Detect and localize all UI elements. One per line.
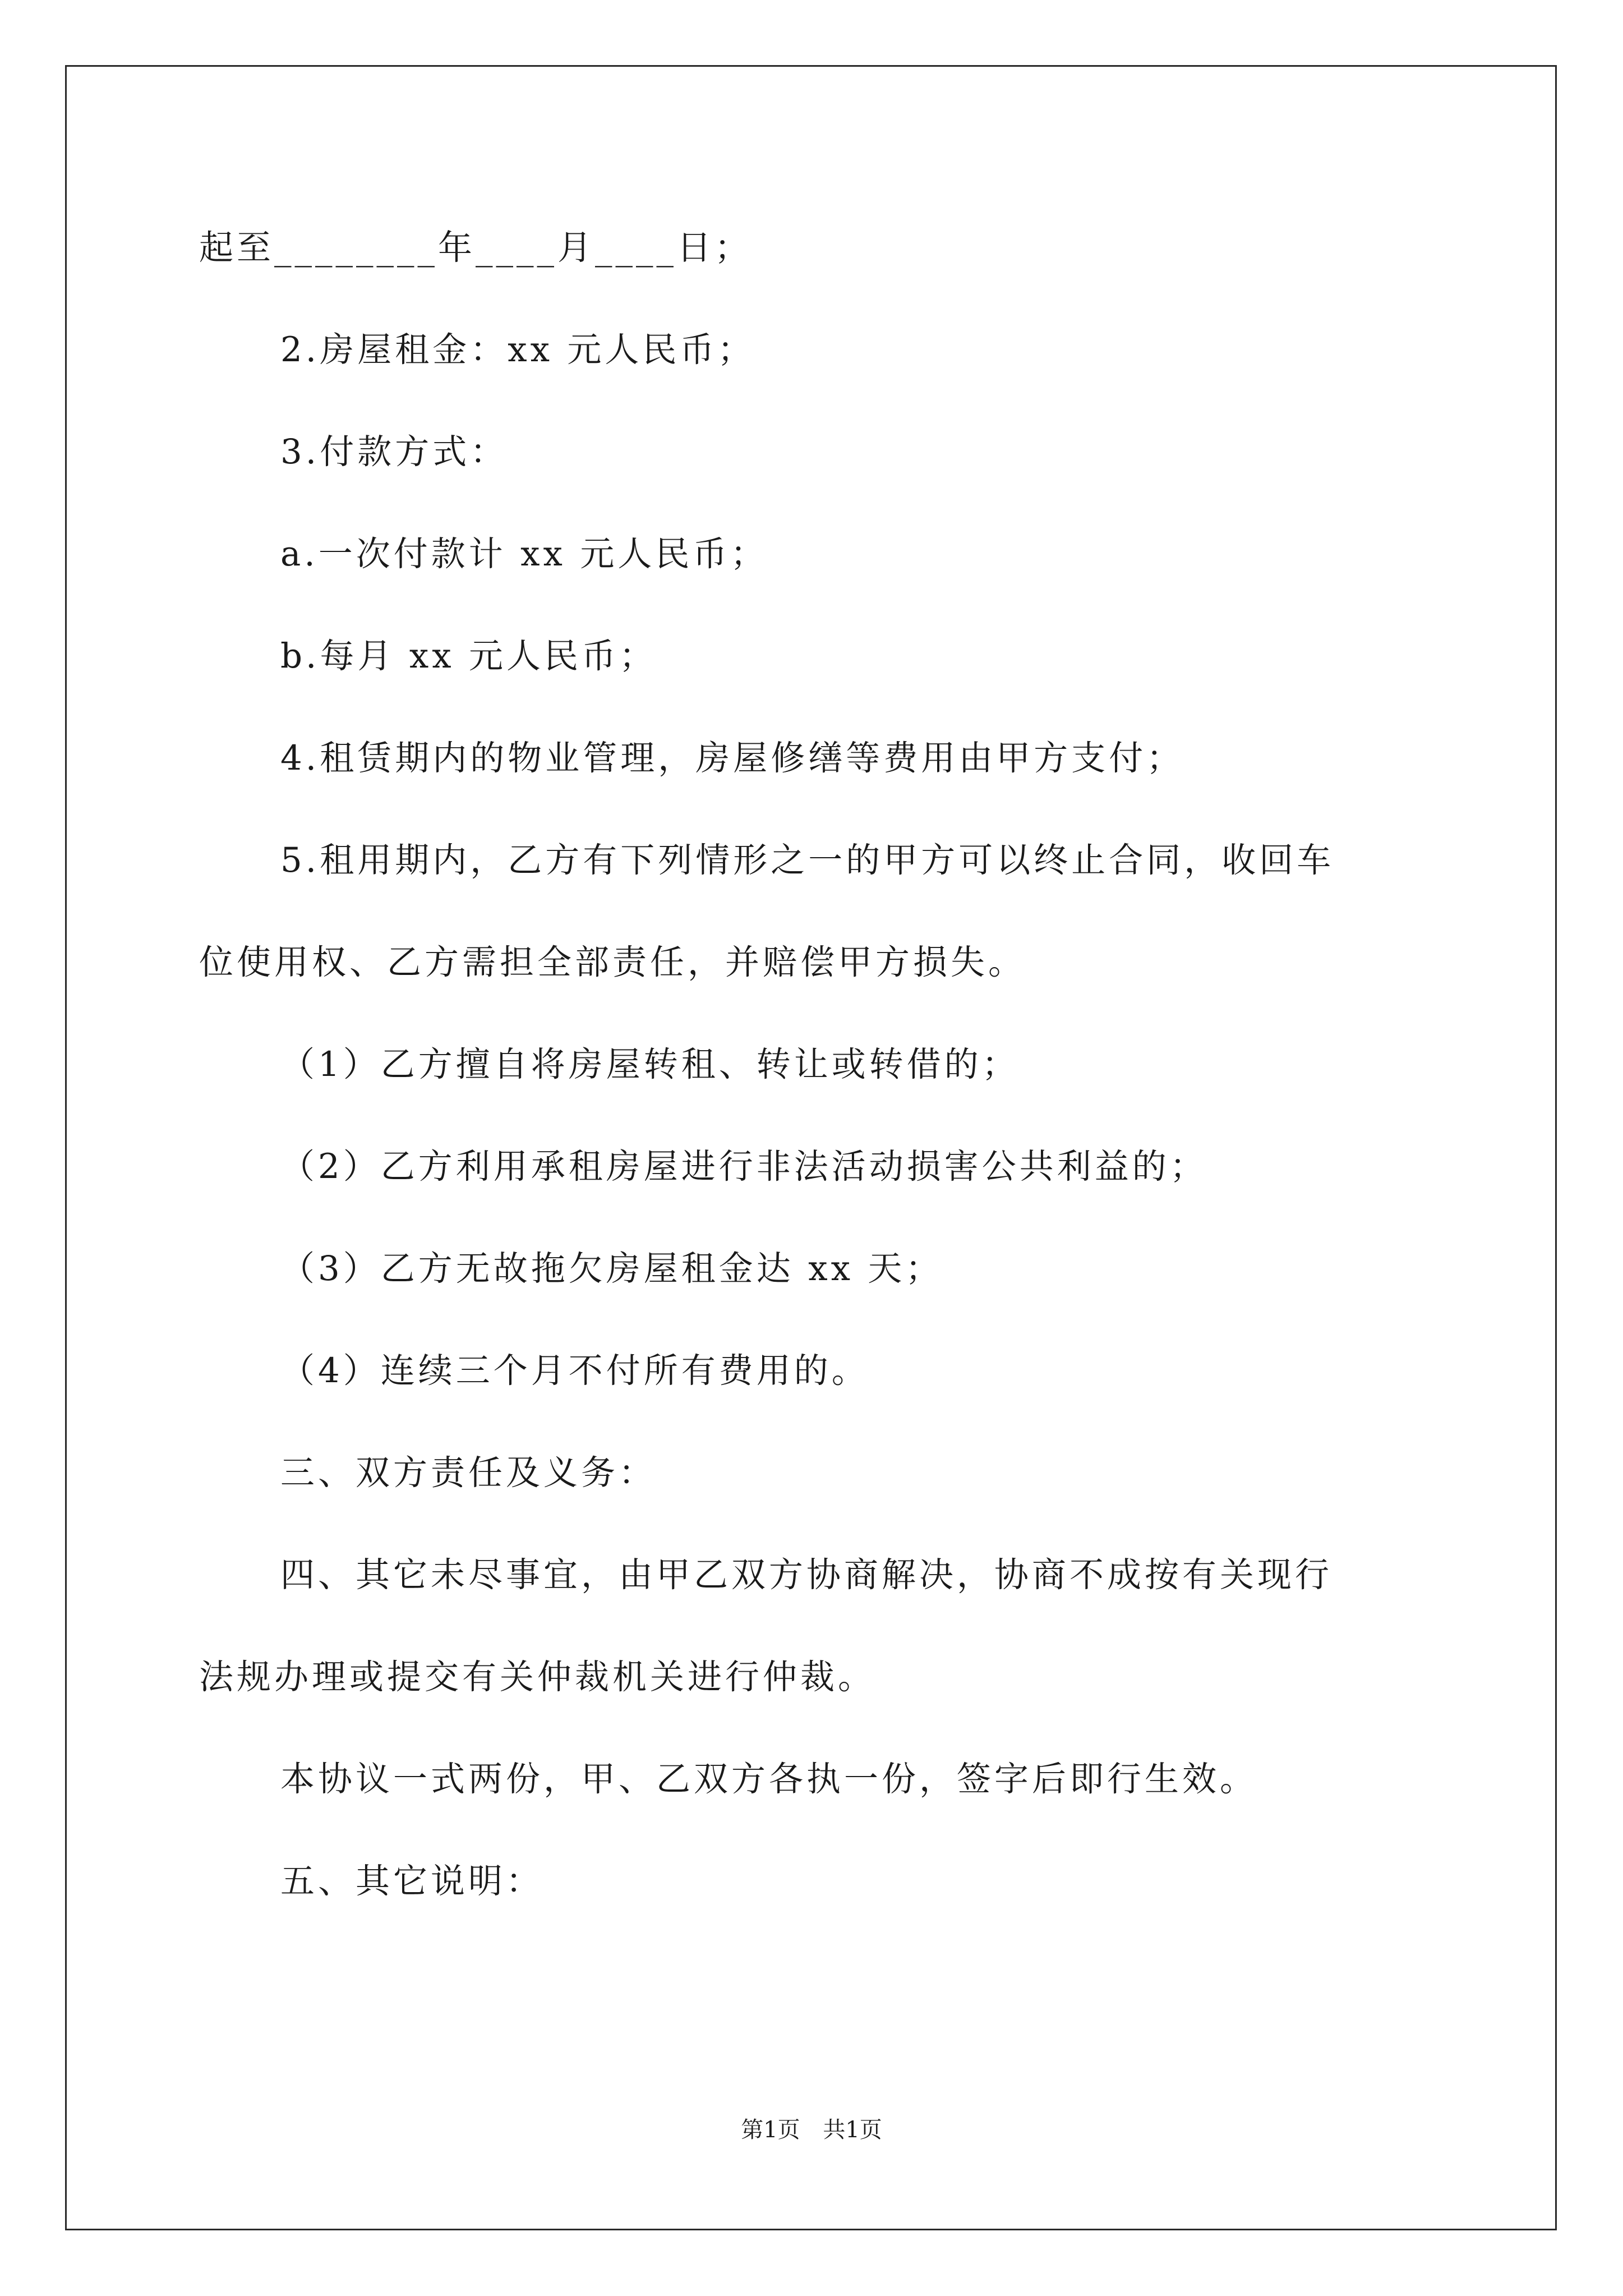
text-line: 本协议一式两份，甲、乙双方各执一份，签字后即行生效。	[280, 1759, 1258, 1799]
text-line: 五、其它说明：	[280, 1861, 544, 1901]
text-line: 起至________年____月____日；	[199, 228, 753, 268]
text-line: （3）乙方无故拖欠房屋租金达 xx 天；	[280, 1249, 943, 1289]
text-line: 2.房屋租金：xx 元人民币；	[280, 330, 755, 370]
page-total: 共1页	[823, 2117, 882, 2143]
text-line: 三、双方责任及义务：	[280, 1453, 657, 1493]
page-number: 第1页	[741, 2117, 800, 2143]
text-line: b.每月 xx 元人民币；	[280, 636, 657, 676]
text-line: 四、其它未尽事宜，由甲乙双方协商解决，协商不成按有关现行	[280, 1555, 1333, 1595]
text-line: （4）连续三个月不付所有费用的。	[280, 1351, 869, 1391]
text-line: 法规办理或提交有关仲裁机关进行仲裁。	[199, 1657, 876, 1697]
text-line: 位使用权、乙方需担全部责任，并赔偿甲方损失。	[199, 942, 1026, 982]
text-line: （2）乙方利用承租房屋进行非法活动损害公共利益的；	[280, 1147, 1207, 1186]
text-line: （1）乙方擅自将房屋转租、转让或转借的；	[280, 1045, 1020, 1084]
text-line: 4.租赁期内的物业管理，房屋修缮等费用由甲方支付；	[280, 738, 1184, 778]
text-line: 3.付款方式：	[280, 432, 508, 472]
text-line: 5.租用期内，乙方有下列情形之一的甲方可以终止合同，收回车	[280, 840, 1335, 880]
page-footer	[0, 2116, 1623, 2144]
text-line: a.一次付款计 xx 元人民币；	[280, 534, 768, 574]
